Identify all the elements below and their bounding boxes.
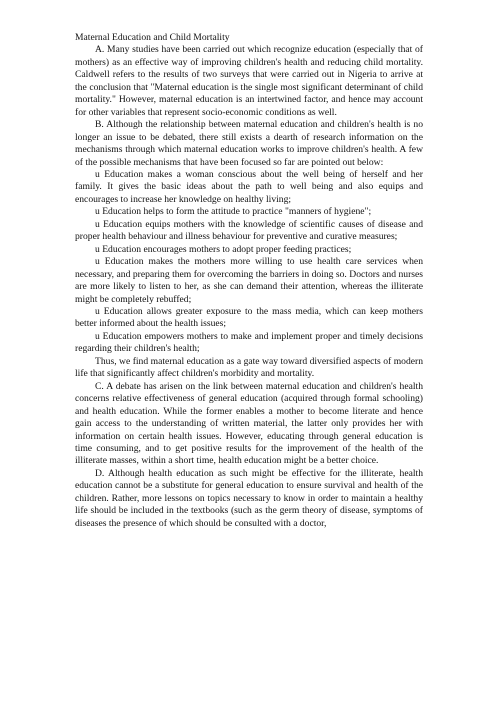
bullet-item-conscious: u Education makes a woman conscious about the well being of herself and her family. It gives the basic ideas about the path to well being and also equips and encourages to increase her knowledge on healthy living; [75,168,423,205]
document-page [75,32,423,530]
document-title: Maternal Education and Child Mortality [75,32,230,43]
paragraph-conclusion: Thus, we find maternal education as a gate way toward diversified aspects of modern life that significantly affect children's morbidity and mortality. [75,355,423,380]
paragraph-b: B. Although the relationship between maternal education and children's health is no longer an issue to be debated, there still exists a dearth of research information on the mechanisms through which maternal education works to improve children's health. A few of the possible mechanisms that have been focused so far are pointed out below: [75,119,423,168]
bullet-item-mass-media: u Education allows greater exposure to the mass media, which can keep mothers better informed about the health issues; [75,305,423,330]
bullet-item-decisions: u Education empowers mothers to make and implement proper and timely decisions regarding their children's health; [75,330,423,355]
paragraph-a: A. Many studies have been carried out which recognize education (especially that of mothers) as an effective way of improving children's health and reducing child mortality. Caldwell refers to the results of two surveys that were carried out in Nigeria to arrive at the conclusion that "Maternal education is the single most significant determinant of child mortality." However, maternal education is an intertwined factor, and hence may account for other variables that represent socio-economic conditions as well. [75,44,423,118]
bullet-item-health-services: u Education makes the mothers more willing to use health care services when necessary, and preparing them for overcoming the barriers in doing so. Doctors and nurses are more likely to listen to her, as she can demand their attention, whereas the illiterate might be completely rebuffed; [75,256,423,305]
bullet-item-knowledge: u Education equips mothers with the knowledge of scientific causes of disease and proper health behaviour and illness behaviour for preventive and curative measures; [75,218,423,243]
bullet-item-hygiene: u Education helps to form the attitude to practice "manners of hygiene"; [95,206,372,218]
bullet-item-feeding: u Education encourages mothers to adopt proper feeding practices; [95,243,352,255]
paragraph-d: D. Although health education as such might be effective for the illiterate, health education cannot be a substitute for general education to ensure survival and health of the children. Rather, more lessons on topics necessary to know in order to maintain a healthy life should be included in the textbooks (such as the germ theory of disease, symptoms of diseases the presence of which should be consulted with a doctor, [75,467,423,529]
paragraph-c: C. A debate has arisen on the link between maternal education and children's health concerns relative effectiveness of general education (acquired through formal schooling) and health education. While the former enables a mother to become literate and hence gain access to the understanding of written material, the latter only provides her with information on certain health issues. However, educating through general education is time consuming, and to get positive results for the improvement of the health of the illiterate masses, within a short time, health education might be a better choice. [75,380,423,467]
